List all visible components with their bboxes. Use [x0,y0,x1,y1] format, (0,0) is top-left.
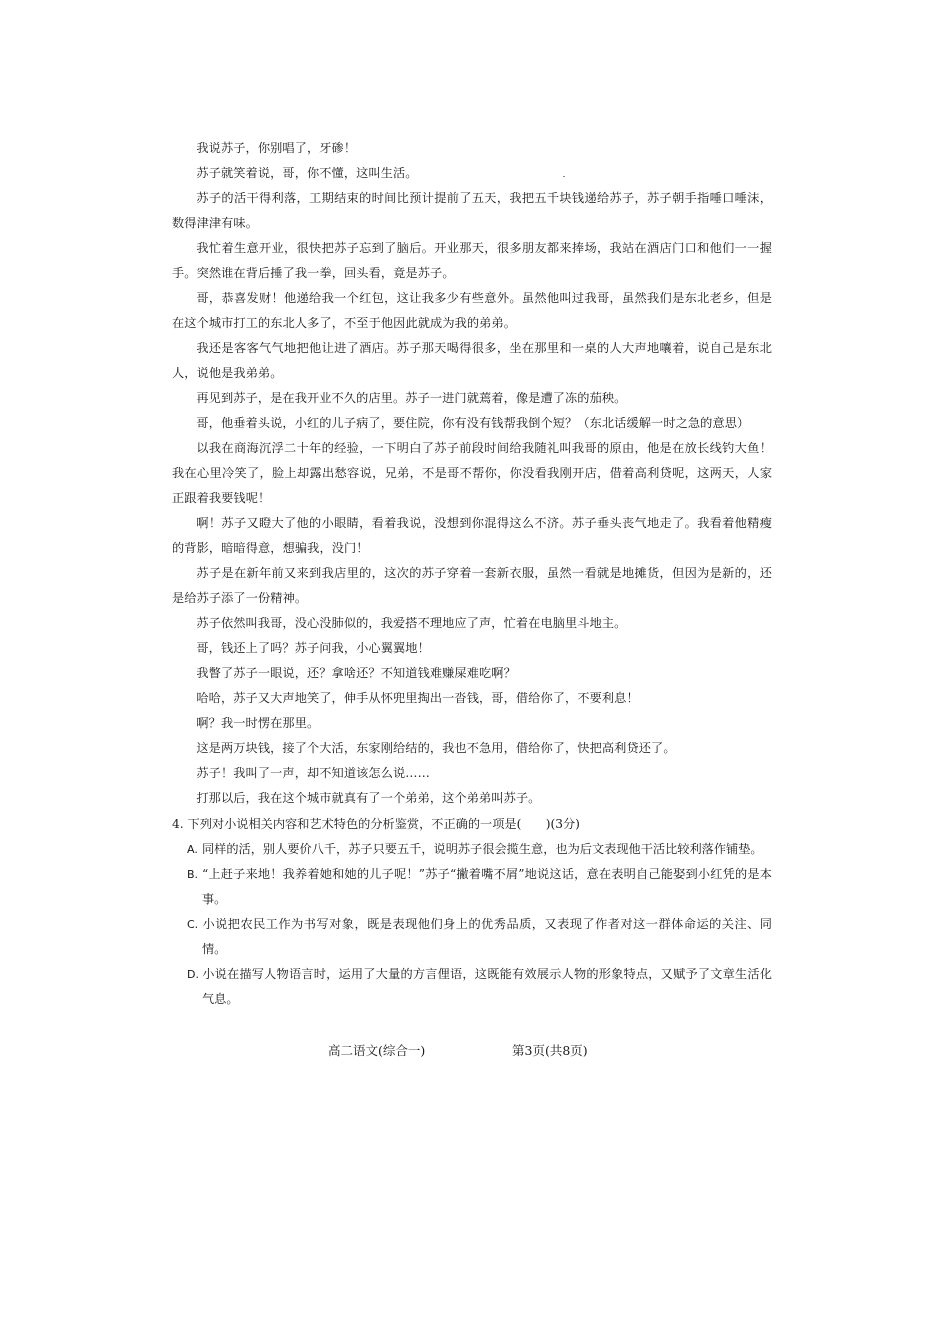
story-paragraph: 这是两万块钱，接了个大活，东家刚给结的，我也不急用，借给你了，快把高利贷还了。 [196,741,676,755]
story-paragraph: 哥，恭喜发财！他递给我一个红包，这让我多少有些意外。虽然他叫过我哥，虽然我们是东北老乡，但是在这个城市打工的东北人多了，不至于他因此就成为我的弟弟。 [172,291,772,330]
story-paragraph: 哈哈，苏子又大声地笑了，伸手从怀兜里掏出一沓钱，哥，借给你了，不要利息！ [196,691,639,705]
option-text: “上赶子来地！我养着她和她的儿子呢！”苏子“撇着嘴不屑”地说这话，意在表明自己能娶到小红凭的是本事。 [202,867,772,906]
option-letter: C. [187,918,199,931]
story-paragraph: 哥，他垂着头说，小红的儿子病了，要住院，你有没有钱帮我倒个短？（东北话缓解一时之急的意思） [196,416,750,430]
option-text: 小说把农民工作为书写对象，既是表现他们身上的优秀品质，又表现了作者对这一群体命运的关注、同情。 [202,917,772,956]
story-paragraph: 再见到苏子，是在我开业不久的店里。苏子一进门就蔫着，像是遭了冻的茄秧。 [196,391,627,405]
story-paragraph: 我瞥了苏子一眼说，还？拿啥还？不知道钱难赚屎难吃啊？ [196,666,516,680]
option-text: 小说在描写人物语言时，运用了大量的方言俚语，这既能有效展示人物的形象特点，又赋予了文章生活化气息。 [202,967,772,1006]
footer-subject: 高二语文(综合一) [328,1043,426,1058]
option-a [172,837,772,862]
story-paragraph: 以我在商海沉浮二十年的经验，一下明白了苏子前段时间给我随礼叫我哥的原由，他是在放长线钓大鱼！我在心里冷笑了，脸上却露出愁容说，兄弟，不是哥不帮你，你没看我刚开店，借着高利贷呢，这两天，人家正跟着我要钱呢！ [172,441,772,505]
story-paragraph: 苏子就笑着说，哥，你不懂，这叫生活。 [196,166,418,180]
story-paragraph: 苏子的活干得利落，工期结束的时间比预计提前了五天，我把五千块钱递给苏子，苏子朝手指唾口唾沫，数得津津有味。 [172,191,772,230]
story-paragraph: 苏子依然叫我哥，没心没肺似的，我爱搭不理地应了声，忙着在电脑里斗地主。 [196,616,627,630]
option-letter: A. [187,843,198,856]
option-c [172,912,772,962]
option-d [172,962,772,1012]
story-paragraph: 苏子是在新年前又来到我店里的，这次的苏子穿着一套新衣服，虽然一看就是地摊货，但因为是新的，还是给苏子添了一份精神。 [172,566,772,605]
story-paragraph: 哥，钱还上了吗？苏子问我，小心翼翼地！ [196,641,430,655]
option-letter: B. [187,868,199,881]
story-paragraph: 我还是客客气气地把他让进了酒店。苏子那天喝得很多，坐在那里和一桌的人大声地嚷着，说自己是东北人，说他是我弟弟。 [172,341,772,380]
footer-page-number: 第3页(共8页) [512,1043,588,1058]
story-paragraph: 打那以后，我在这个城市就真有了一个弟弟，这个弟弟叫苏子。 [196,791,541,805]
option-text: 同样的活，别人要价八千，苏子只要五千，说明苏子很会揽生意，也为后文表现他干活比较利落作铺垫。 [202,842,763,856]
story-paragraph: 我忙着生意开业，很快把苏子忘到了脑后。开业那天，很多朋友都来捧场，我站在酒店门口和他们一一握手。突然谁在背后捶了我一拳，回头看，竟是苏子。 [172,241,772,280]
story-paragraph: 我说苏子，你别唱了，牙碜！ [196,141,357,155]
question-stem: 4. 下列对小说相关内容和艺术特色的分析鉴赏，不正确的一项是( )(3分) [172,817,580,831]
story-paragraph: 啊！苏子又瞪大了他的小眼睛，看着我说，没想到你混得这么不济。苏子垂头丧气地走了。我看着他精瘦的背影，暗暗得意，想骗我，没门！ [172,516,772,555]
option-b [172,862,772,912]
question-4 [172,812,772,1012]
story-paragraph: 啊？我一时愣在那里。 [196,716,320,730]
story-paragraph: 苏子！我叫了一声，却不知道该怎么说…… [196,766,430,780]
story-text [172,136,772,811]
option-letter: D. [187,968,199,981]
